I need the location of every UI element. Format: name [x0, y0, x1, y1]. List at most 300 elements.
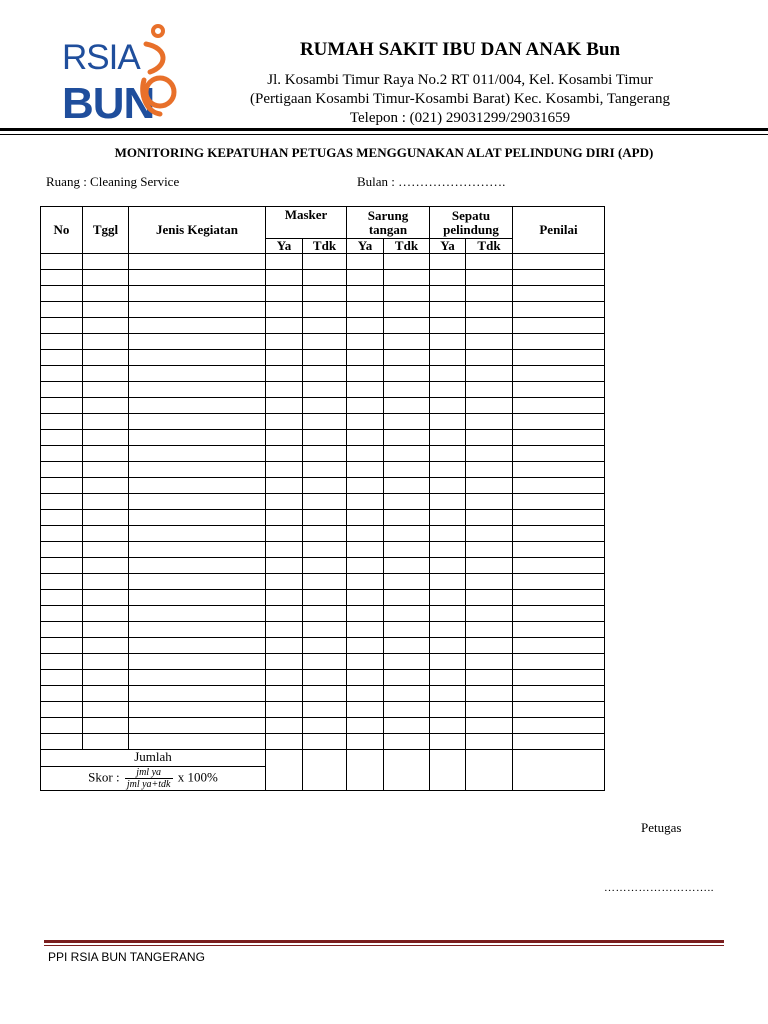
table-cell — [347, 365, 384, 381]
table-cell — [430, 525, 466, 541]
table-row — [41, 413, 605, 429]
header-penilai: Penilai — [513, 207, 605, 254]
table-cell — [347, 605, 384, 621]
table-cell — [303, 333, 347, 349]
table-row — [41, 349, 605, 365]
table-cell — [513, 301, 605, 317]
table-cell — [303, 461, 347, 477]
table-cell — [513, 717, 605, 733]
table-cell — [129, 589, 266, 605]
table-cell — [513, 573, 605, 589]
phone-line: Telepon : (021) 29031299/29031659 — [349, 110, 571, 126]
table-cell — [466, 301, 513, 317]
table-cell — [513, 429, 605, 445]
table-cell — [303, 541, 347, 557]
table-row — [41, 557, 605, 573]
table-cell — [347, 349, 384, 365]
table-cell — [513, 445, 605, 461]
table-cell — [83, 285, 129, 301]
table-cell — [303, 285, 347, 301]
table-cell — [384, 733, 430, 749]
table-cell — [266, 381, 303, 397]
table-cell — [83, 349, 129, 365]
table-cell — [83, 461, 129, 477]
table-cell — [41, 333, 83, 349]
table-cell — [303, 573, 347, 589]
table-cell — [303, 365, 347, 381]
table-cell — [430, 573, 466, 589]
table-cell — [83, 557, 129, 573]
table-cell — [513, 669, 605, 685]
table-cell — [303, 685, 347, 701]
table-cell — [384, 493, 430, 509]
table-cell — [129, 413, 266, 429]
table-cell — [347, 573, 384, 589]
table-cell — [41, 365, 83, 381]
table-cell — [347, 653, 384, 669]
table-cell — [83, 669, 129, 685]
header-jenis-kegiatan: Jenis Kegiatan — [129, 207, 266, 254]
logo-mother-child-icon — [138, 22, 178, 122]
ruang-field: Ruang : Cleaning Service — [46, 174, 180, 189]
table-cell — [384, 573, 430, 589]
table-cell — [513, 637, 605, 653]
header-masker-tdk: Tdk — [303, 239, 347, 254]
table-cell — [41, 413, 83, 429]
cell-jumlah-penilai — [513, 749, 605, 790]
table-cell — [430, 541, 466, 557]
footer-divider-thin — [44, 945, 724, 946]
table-cell — [347, 333, 384, 349]
table-cell — [347, 285, 384, 301]
table-cell — [384, 365, 430, 381]
table-cell — [266, 637, 303, 653]
table-cell — [430, 621, 466, 637]
table-cell — [266, 557, 303, 573]
table-cell — [129, 253, 266, 269]
table-cell — [83, 333, 129, 349]
table-cell — [430, 557, 466, 573]
table-row — [41, 445, 605, 461]
cell-jumlah-sarung-tdk — [384, 749, 430, 790]
table-cell — [129, 477, 266, 493]
table-cell — [41, 525, 83, 541]
table-cell — [466, 509, 513, 525]
table-cell — [466, 605, 513, 621]
table-cell — [83, 445, 129, 461]
table-cell — [303, 525, 347, 541]
table-cell — [41, 493, 83, 509]
table-cell — [513, 285, 605, 301]
table-cell — [513, 605, 605, 621]
jumlah-label: Jumlah — [41, 749, 266, 766]
table-cell — [347, 301, 384, 317]
table-cell — [129, 653, 266, 669]
cell-jumlah-sarung — [347, 749, 384, 790]
table-cell — [384, 557, 430, 573]
table-cell — [430, 701, 466, 717]
table-cell — [41, 253, 83, 269]
table-cell — [347, 589, 384, 605]
table-cell — [430, 381, 466, 397]
table-cell — [303, 397, 347, 413]
header-sepatu-tdk: Tdk — [466, 239, 513, 254]
footer-divider-thick — [44, 940, 724, 943]
table-cell — [430, 637, 466, 653]
table-cell — [347, 685, 384, 701]
table-cell — [303, 653, 347, 669]
table-cell — [303, 269, 347, 285]
table-row — [41, 621, 605, 637]
table-cell — [430, 733, 466, 749]
table-cell — [466, 477, 513, 493]
table-cell — [83, 493, 129, 509]
table-cell — [384, 717, 430, 733]
table-cell — [384, 685, 430, 701]
table-cell — [83, 621, 129, 637]
table-cell — [513, 349, 605, 365]
table-cell — [83, 733, 129, 749]
table-cell — [347, 477, 384, 493]
table-cell — [430, 349, 466, 365]
table-cell — [41, 461, 83, 477]
table-row — [41, 605, 605, 621]
table-cell — [384, 381, 430, 397]
table-cell — [430, 685, 466, 701]
table-row — [41, 333, 605, 349]
table-cell — [129, 573, 266, 589]
table-cell — [129, 333, 266, 349]
table-cell — [430, 365, 466, 381]
table-cell — [384, 349, 430, 365]
table-cell — [266, 541, 303, 557]
table-cell — [129, 637, 266, 653]
table-cell — [83, 253, 129, 269]
footer-text: PPI RSIA BUN TANGERANG — [48, 950, 205, 964]
table-cell — [266, 269, 303, 285]
table-cell — [266, 653, 303, 669]
table-row — [41, 669, 605, 685]
table-cell — [384, 445, 430, 461]
table-cell — [266, 253, 303, 269]
table-cell — [347, 637, 384, 653]
table-cell — [513, 525, 605, 541]
table-cell — [384, 477, 430, 493]
table-cell — [466, 557, 513, 573]
table-cell — [384, 509, 430, 525]
table-cell — [41, 637, 83, 653]
table-cell — [466, 653, 513, 669]
table-cell — [83, 365, 129, 381]
table-cell — [129, 509, 266, 525]
table-cell — [466, 429, 513, 445]
table-cell — [513, 477, 605, 493]
table-cell — [129, 317, 266, 333]
table-cell — [266, 733, 303, 749]
apd-monitoring-table — [40, 206, 605, 791]
table-cell — [513, 269, 605, 285]
table-row — [41, 317, 605, 333]
table-cell — [303, 317, 347, 333]
table-cell — [384, 461, 430, 477]
table-cell — [266, 685, 303, 701]
table-cell — [41, 733, 83, 749]
petugas-label: Petugas — [641, 820, 682, 835]
header-sepatu-pelindung: Sepatu pelindung — [430, 207, 513, 239]
table-cell — [41, 381, 83, 397]
table-cell — [129, 365, 266, 381]
table-cell — [83, 429, 129, 445]
table-cell — [266, 701, 303, 717]
table-cell — [266, 349, 303, 365]
table-cell — [83, 589, 129, 605]
table-cell — [266, 397, 303, 413]
table-row — [41, 541, 605, 557]
table-cell — [466, 733, 513, 749]
table-cell — [430, 589, 466, 605]
table-cell — [513, 365, 605, 381]
table-cell — [129, 301, 266, 317]
table-cell — [384, 589, 430, 605]
table-cell — [129, 269, 266, 285]
table-cell — [347, 317, 384, 333]
cell-jumlah-masker — [266, 749, 303, 790]
table-cell — [41, 605, 83, 621]
table-row — [41, 717, 605, 733]
table-row — [41, 685, 605, 701]
table-cell — [83, 381, 129, 397]
table-cell — [466, 493, 513, 509]
table-cell — [513, 493, 605, 509]
signature-line: ……………………….. — [604, 882, 714, 894]
table-cell — [41, 445, 83, 461]
table-cell — [384, 269, 430, 285]
table-cell — [466, 333, 513, 349]
table-cell — [466, 461, 513, 477]
table-cell — [303, 477, 347, 493]
table-cell — [430, 477, 466, 493]
table-cell — [41, 541, 83, 557]
table-cell — [129, 349, 266, 365]
table-cell — [83, 541, 129, 557]
table-cell — [41, 589, 83, 605]
table-row — [41, 253, 605, 269]
header-sarung-tangan: Sarung tangan — [347, 207, 430, 239]
table-cell — [41, 477, 83, 493]
table-cell — [513, 733, 605, 749]
table-cell — [266, 445, 303, 461]
table-cell — [466, 413, 513, 429]
table-cell — [41, 621, 83, 637]
address-line-1: Jl. Kosambi Timur Raya No.2 RT 011/004, Kel. Kosambi Timur — [267, 72, 653, 88]
table-cell — [266, 493, 303, 509]
table-cell — [129, 733, 266, 749]
header-masker: Masker — [266, 207, 347, 239]
table-cell — [41, 269, 83, 285]
table-cell — [384, 317, 430, 333]
cell-jumlah-sepatu — [430, 749, 466, 790]
header-divider-thin — [0, 134, 768, 135]
table-cell — [347, 509, 384, 525]
table-cell — [466, 253, 513, 269]
table-cell — [83, 317, 129, 333]
header-sarung-ya: Ya — [347, 239, 384, 254]
table-cell — [83, 301, 129, 317]
table-cell — [303, 589, 347, 605]
table-cell — [466, 621, 513, 637]
table-row — [41, 573, 605, 589]
table-cell — [513, 589, 605, 605]
table-row — [41, 493, 605, 509]
table-cell — [513, 541, 605, 557]
table-cell — [430, 653, 466, 669]
table-cell — [466, 701, 513, 717]
table-cell — [384, 397, 430, 413]
table-cell — [83, 573, 129, 589]
table-cell — [430, 253, 466, 269]
table-cell — [466, 525, 513, 541]
table-cell — [347, 621, 384, 637]
table-body — [41, 253, 605, 749]
table-cell — [266, 573, 303, 589]
table-cell — [303, 637, 347, 653]
table-cell — [384, 301, 430, 317]
table-cell — [466, 381, 513, 397]
table-cell — [513, 685, 605, 701]
table-row — [41, 589, 605, 605]
table-cell — [83, 637, 129, 653]
table-cell — [466, 717, 513, 733]
table-cell — [347, 669, 384, 685]
table-cell — [513, 253, 605, 269]
table-row — [41, 429, 605, 445]
table-row — [41, 397, 605, 413]
table-cell — [83, 653, 129, 669]
table-cell — [303, 413, 347, 429]
table-cell — [513, 333, 605, 349]
table-cell — [129, 461, 266, 477]
table-cell — [303, 381, 347, 397]
table-cell — [347, 429, 384, 445]
table-cell — [41, 429, 83, 445]
table-cell — [347, 461, 384, 477]
address-line-2: (Pertigaan Kosambi Timur-Kosambi Barat) Kec. Kosambi, Tangerang — [250, 91, 670, 107]
table-cell — [266, 333, 303, 349]
table-cell — [266, 717, 303, 733]
table-cell — [347, 525, 384, 541]
table-cell — [466, 269, 513, 285]
table-row — [41, 301, 605, 317]
table-cell — [466, 541, 513, 557]
table-cell — [41, 717, 83, 733]
table-cell — [384, 413, 430, 429]
table-cell — [513, 413, 605, 429]
table-cell — [83, 413, 129, 429]
table-cell — [83, 685, 129, 701]
form-title: MONITORING KEPATUHAN PETUGAS MENGGUNAKAN ALAT PELINDUNG DIRI (APD) — [114, 145, 654, 160]
table-cell — [384, 541, 430, 557]
table-cell — [430, 413, 466, 429]
table-cell — [266, 525, 303, 541]
table-cell — [347, 541, 384, 557]
table-cell — [384, 333, 430, 349]
table-cell — [347, 445, 384, 461]
table-cell — [83, 477, 129, 493]
table-row — [41, 733, 605, 749]
table-cell — [513, 397, 605, 413]
table-cell — [466, 349, 513, 365]
table-cell — [430, 397, 466, 413]
table-cell — [384, 669, 430, 685]
table-cell — [83, 701, 129, 717]
table-cell — [303, 717, 347, 733]
table-cell — [266, 285, 303, 301]
header-tggl: Tggl — [83, 207, 129, 254]
logo-text-bun: BUN — [62, 79, 155, 128]
table-cell — [513, 701, 605, 717]
table-cell — [513, 317, 605, 333]
table-cell — [303, 349, 347, 365]
table-row — [41, 461, 605, 477]
bulan-field: Bulan : ……………………. — [357, 174, 506, 189]
table-cell — [303, 429, 347, 445]
table-cell — [129, 717, 266, 733]
table-cell — [466, 573, 513, 589]
table-cell — [347, 493, 384, 509]
table-cell — [430, 605, 466, 621]
table-cell — [513, 509, 605, 525]
table-cell — [129, 541, 266, 557]
table-cell — [41, 397, 83, 413]
table-cell — [384, 701, 430, 717]
table-cell — [129, 429, 266, 445]
table-cell — [266, 461, 303, 477]
table-cell — [430, 669, 466, 685]
table-cell — [466, 589, 513, 605]
logo-text-rsia: RSIA — [62, 38, 140, 77]
table-cell — [347, 397, 384, 413]
table-cell — [466, 445, 513, 461]
table-cell — [266, 509, 303, 525]
table-cell — [347, 253, 384, 269]
table-cell — [83, 397, 129, 413]
table-cell — [129, 685, 266, 701]
table-cell — [83, 717, 129, 733]
table-cell — [266, 589, 303, 605]
table-cell — [266, 317, 303, 333]
hospital-name: RUMAH SAKIT IBU DAN ANAK Bun — [299, 39, 621, 60]
table-cell — [513, 557, 605, 573]
table-row — [41, 269, 605, 285]
table-cell — [513, 653, 605, 669]
table-cell — [466, 365, 513, 381]
table-cell — [41, 685, 83, 701]
header-masker-ya: Ya — [266, 239, 303, 254]
header-sarung-tdk: Tdk — [384, 239, 430, 254]
cell-jumlah-masker-tdk — [303, 749, 347, 790]
table-cell — [83, 605, 129, 621]
header-sepatu-ya: Ya — [430, 239, 466, 254]
table-row — [41, 637, 605, 653]
table-cell — [129, 285, 266, 301]
table-cell — [129, 397, 266, 413]
table-row — [41, 365, 605, 381]
table-cell — [347, 733, 384, 749]
table-cell — [303, 733, 347, 749]
table-cell — [129, 381, 266, 397]
cell-jumlah-sepatu-tdk — [466, 749, 513, 790]
table-cell — [266, 621, 303, 637]
